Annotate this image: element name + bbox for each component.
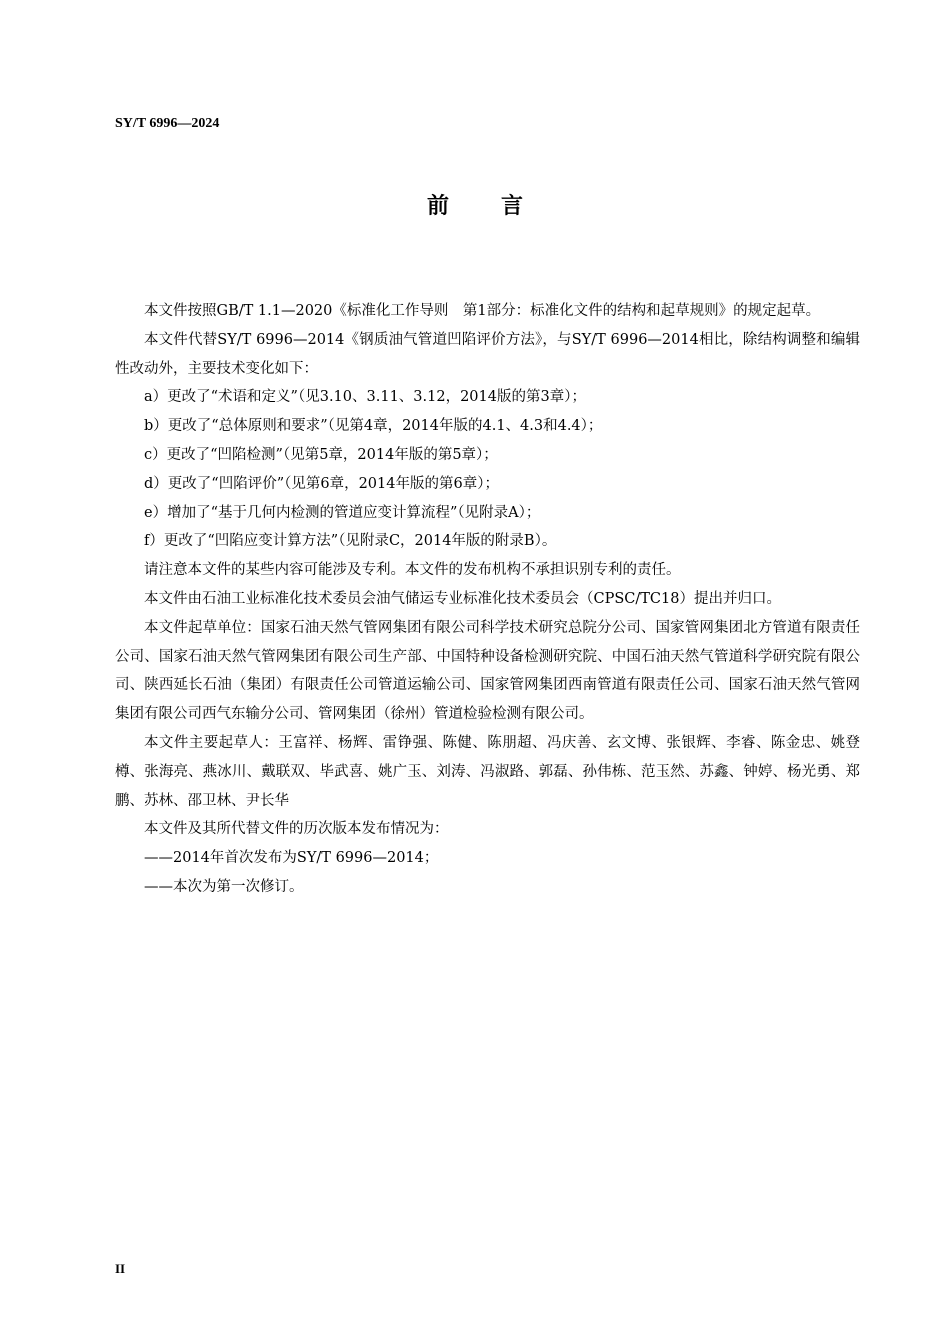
foreword-body xyxy=(115,297,860,902)
paragraph-replacement: 本文件代替SY/T 6996—2014《钢质油气管道凹陷评价方法》，与SY/T 6996—2014相比，除结构调整和编辑性改动外，主要技术变化如下： xyxy=(115,331,860,377)
page-title: 前言 xyxy=(426,194,575,219)
paragraph-history-intro: 本文件及其所代替文件的历次版本发布情况为： xyxy=(144,821,449,838)
paragraph-proposer: 本文件由石油工业标准化技术委员会油气储运专业标准化技术委员会（CPSC/TC18）提出并归口。 xyxy=(144,590,781,607)
list-item-e: e）增加了“基于几何内检测的管道应变计算流程”（见附录A）； xyxy=(144,504,541,521)
page-number: II xyxy=(115,1261,126,1276)
paragraph-drafters: 本文件主要起草人：王富祥、杨辉、雷铮强、陈健、陈朋超、冯庆善、玄文博、张银辉、李睿、陈金忠、姚登樽、张海亮、燕冰川、戴联双、毕武喜、姚广玉、刘涛、冯淑路、郭磊、孙伟栋、范玉然、苏鑫、钟婷、杨光勇、郑鹏、苏林、邵卫林、尹长华 xyxy=(115,734,860,809)
list-item-b: b）更改了“总体原则和要求”（见第4章，2014年版的4.1、4.3和4.4）； xyxy=(144,418,603,435)
list-item-c: c）更改了“凹陷检测”（见第5章，2014年版的第5章）； xyxy=(144,446,498,463)
document-code: SY/T 6996—2024 xyxy=(115,116,220,131)
history-item-first-release: ——2014年首次发布为SY/T 6996—2014； xyxy=(144,850,439,867)
paragraph-drafting-rules: 本文件按照GB/T 1.1—2020《标准化工作导则 第1部分：标准化文件的结构和起草规则》的规定起草。 xyxy=(144,303,821,319)
history-item-revision: ——本次为第一次修订。 xyxy=(144,878,304,895)
list-item-a: a）更改了“术语和定义”（见3.10、3.11、3.12，2014版的第3章）； xyxy=(144,389,586,406)
paragraph-patent-notice: 请注意本文件的某些内容可能涉及专利。本文件的发布机构不承担识别专利的责任。 xyxy=(144,562,681,579)
paragraph-drafting-units: 本文件起草单位：国家石油天然气管网集团有限公司科学技术研究总院分公司、国家管网集团北方管道有限责任公司、国家石油天然气管网集团有限公司生产部、中国特种设备检测研究院、中国石油天然气管道科学研究院有限公司、陕西延长石油（集团）有限责任公司管道运输公司、国家管网集团西南管道有限责任公司、国家石油天然气管网集团有限公司西气东输分公司、管网集团（徐州）管道检验检测有限公司。 xyxy=(115,619,860,723)
list-item-f: f）更改了“凹陷应变计算方法”（见附录C，2014年版的附录B）。 xyxy=(144,533,557,550)
list-item-d: d）更改了“凹陷评价”（见第6章，2014年版的第6章）； xyxy=(144,475,499,492)
